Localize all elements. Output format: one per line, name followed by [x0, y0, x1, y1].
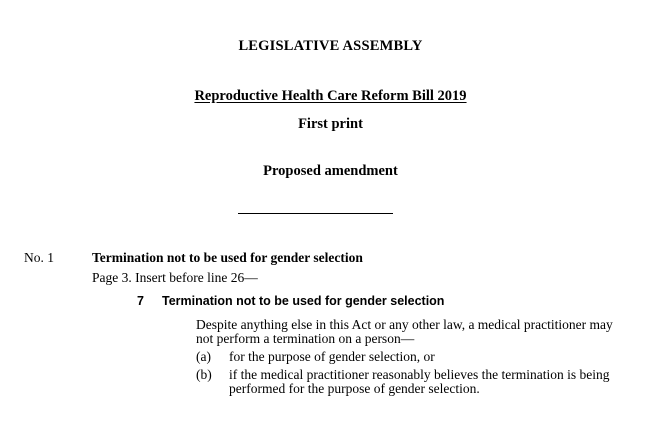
paragraph-label: (a) [196, 349, 211, 364]
print-label: First print [298, 116, 363, 132]
bill-title: Reproductive Health Care Reform Bill 2019 [194, 88, 467, 104]
section-heading: Termination not to be used for gender selection [162, 294, 445, 308]
section-body: Despite anything else in this Act or any other law, a medical practitioner may not perform a termination on a person— [196, 317, 613, 346]
amendment-heading: Termination not to be used for gender selection [92, 250, 363, 265]
section-number: 7 [137, 294, 144, 308]
paragraph-label: (b) [196, 367, 212, 382]
assembly-heading: LEGISLATIVE ASSEMBLY [238, 38, 423, 54]
paragraph-text: for the purpose of gender selection, or [229, 349, 435, 364]
amendment-instruction: Page 3. Insert before line 26— [92, 270, 258, 285]
amendment-number: No. 1 [24, 250, 54, 265]
paragraph-text: if the medical practitioner reasonably believes the termination is being performed for the purpose of gender selection. [229, 367, 610, 396]
amendment-label: Proposed amendment [263, 163, 398, 179]
divider-rule [238, 213, 393, 214]
